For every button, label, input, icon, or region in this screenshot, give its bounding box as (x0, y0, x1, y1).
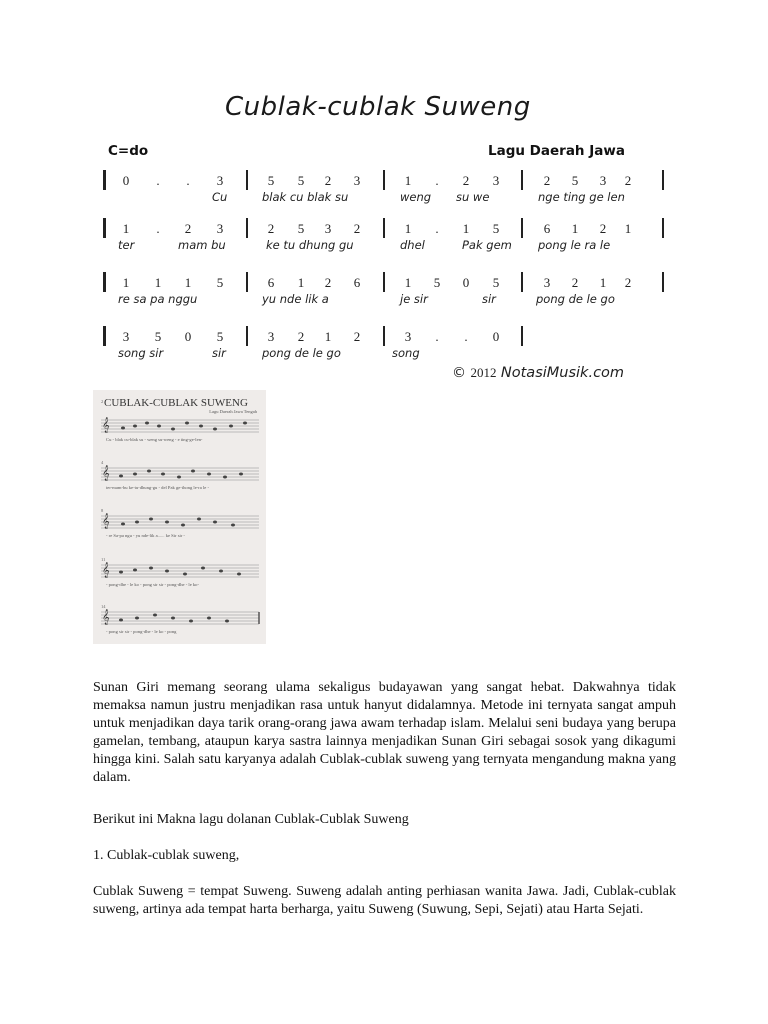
note: 2 (267, 221, 275, 236)
lyric: ter (118, 238, 135, 252)
lyric: je sir (400, 292, 428, 306)
note: 1 (599, 275, 607, 290)
barline (103, 218, 106, 238)
lyric: su we (456, 190, 490, 204)
staff-lines (93, 390, 266, 644)
note: 5 (216, 275, 224, 290)
barline (521, 170, 523, 190)
sheet-lyric-line: - re Sa-pa ngu - yu nde-lik a...... ke Sir sir - (106, 533, 185, 538)
lyric: sir (212, 346, 226, 360)
lyric: pong de le go (262, 346, 341, 360)
lyric: re sa pa nggu (118, 292, 198, 306)
note: 1 (297, 275, 305, 290)
note: 3 (353, 173, 361, 188)
barline (521, 272, 523, 292)
note: 1 (404, 221, 412, 236)
note: 2 (599, 221, 607, 236)
lyric: Pak gem (462, 238, 512, 252)
measure-number: 2 (101, 399, 104, 404)
note: . (435, 173, 439, 188)
measure-number: 8 (101, 508, 104, 513)
note: . (435, 221, 439, 236)
note: 5 (297, 173, 305, 188)
note: 6 (267, 275, 275, 290)
note: 0 (184, 329, 192, 344)
note: 1 (624, 221, 632, 236)
barline (246, 272, 248, 292)
lyric: mam bu (178, 238, 226, 252)
treble-clef-icon: 𝄞 (102, 466, 110, 481)
paragraph-intro: Sunan Giri memang seorang ulama sekaligus budayawan yang sangat hebat. Dakwahnya tidak memaksa namun justru menjadikan rasa untuk hanyut didalamnya. Metode ini ternyata sangat ampuh untuk menjadikan daya tarik orang-orang jawa awam terhadap islam. Melalui seni budaya yang berupa gamelan, tembang, ataupun karya sastra lainnya menjadikan Sunan Giri sebagai sosok yang dikagumi hingga kini. Salah satu karyanya adalah Cublak-cublak suweng yang ternyata mengandung makna yang dalam. (93, 680, 676, 785)
copyright-symbol: © (452, 365, 466, 381)
measure-number: 11 (101, 557, 106, 562)
lyric: nge ting ge len (538, 190, 625, 204)
note: 3 (216, 173, 224, 188)
note: 1 (122, 275, 130, 290)
note: 5 (154, 329, 162, 344)
note: 2 (353, 221, 361, 236)
note: 3 (492, 173, 500, 188)
lyric: dhel (400, 238, 425, 252)
note: 5 (492, 275, 500, 290)
paragraph-heading: Berikut ini Makna lagu dolanan Cublak-Cublak Suweng (93, 812, 409, 827)
paragraph-explanation: Cublak Suweng = tempat Suweng. Suweng adalah anting perhiasan wanita Jawa. Jadi, Cublak-cublak suweng, artinya ada tempat harta berharga, yaitu Suweng (Suwung, Sepi, Sejati) atau Harta Sejati. (93, 884, 676, 917)
song-title: Cublak-cublak Suweng (225, 92, 531, 122)
note: 3 (599, 173, 607, 188)
sheet-lyric-line: Cu - blak cu-blak su - weng su-weng - e ting-ge-len- (106, 437, 203, 442)
barline (103, 326, 106, 346)
lyric: pong le ra le (538, 238, 611, 252)
copyright-year: 2012 (470, 365, 497, 380)
note: 5 (492, 221, 500, 236)
note: 2 (353, 329, 361, 344)
note: 3 (267, 329, 275, 344)
note: 5 (433, 275, 441, 290)
note: 5 (571, 173, 579, 188)
note: 2 (624, 275, 632, 290)
note: . (156, 173, 160, 188)
lyric: weng (400, 190, 432, 204)
note: 2 (543, 173, 551, 188)
note: 3 (404, 329, 412, 344)
sheet-lyric-line: - pong-dhe - le ko - pong sir sir - pong-dhe - le ko- (106, 582, 200, 587)
barline (246, 170, 248, 190)
lyric: blak cu blak su (262, 190, 349, 204)
note: 3 (122, 329, 130, 344)
barline (246, 218, 248, 238)
song-origin: Lagu Daerah Jawa (488, 143, 625, 159)
lyric: pong de le go (536, 292, 615, 306)
treble-clef-icon: 𝄞 (102, 610, 110, 625)
lyric: yu nde lik a (262, 292, 329, 306)
note: 1 (571, 221, 579, 236)
paragraph-point-1: 1. Cublak-cublak suweng, (93, 848, 240, 863)
key-signature: C=do (108, 143, 149, 159)
note: 2 (297, 329, 305, 344)
note: 6 (353, 275, 361, 290)
measure-number: 14 (101, 604, 106, 609)
note: 1 (154, 275, 162, 290)
barline (383, 170, 385, 190)
barline (521, 218, 523, 238)
sheet-music-image (93, 390, 266, 644)
sheet-lyric-line: ter-mam-bu ke-tu-dhung-gu - del Pak ge-thong le-ra le - (106, 485, 209, 490)
note: 1 (462, 221, 470, 236)
note: . (156, 221, 160, 236)
note: 2 (324, 275, 332, 290)
treble-clef-icon: 𝄞 (102, 514, 110, 529)
note: 1 (404, 275, 412, 290)
lyric: sir (482, 292, 496, 306)
note: 1 (324, 329, 332, 344)
note: 2 (184, 221, 192, 236)
note: . (186, 173, 190, 188)
lyric: Cu (212, 190, 228, 204)
barline (521, 326, 523, 346)
note: 3 (216, 221, 224, 236)
note: 5 (216, 329, 224, 344)
barline (383, 326, 385, 346)
note: . (435, 329, 439, 344)
barline (103, 272, 106, 292)
barline (103, 170, 106, 190)
barline (246, 326, 248, 346)
note: 1 (404, 173, 412, 188)
sheet-title: CUBLAK-CUBLAK SUWENG (104, 397, 248, 409)
lyric: ke tu dhung gu (266, 238, 354, 252)
measure-number: 4 (101, 460, 104, 465)
note: 2 (571, 275, 579, 290)
copyright-notice (452, 365, 624, 381)
treble-clef-icon: 𝄞 (102, 563, 110, 578)
note: 5 (297, 221, 305, 236)
barline (662, 218, 664, 238)
note: 2 (462, 173, 470, 188)
sheet-lyric-line: - pong sir sir - pong-dhe - le ko - pong (106, 629, 177, 634)
barline (383, 218, 385, 238)
sheet-subtitle: Lagu Daerah Jawa Tengah (209, 409, 257, 414)
note: 0 (462, 275, 470, 290)
note: 2 (324, 173, 332, 188)
note: 0 (122, 173, 130, 188)
note: 0 (492, 329, 500, 344)
note: 1 (122, 221, 130, 236)
note: . (464, 329, 468, 344)
treble-clef-icon: 𝄞 (102, 418, 110, 433)
note: 1 (184, 275, 192, 290)
note: 6 (543, 221, 551, 236)
note: 2 (624, 173, 632, 188)
note: 3 (543, 275, 551, 290)
lyric: song sir (118, 346, 164, 360)
barline (662, 170, 664, 190)
barline (383, 272, 385, 292)
note: 5 (267, 173, 275, 188)
note: 3 (324, 221, 332, 236)
copyright-site: NotasiMusik.com (500, 365, 625, 381)
barline (662, 272, 664, 292)
lyric: song (392, 346, 420, 360)
